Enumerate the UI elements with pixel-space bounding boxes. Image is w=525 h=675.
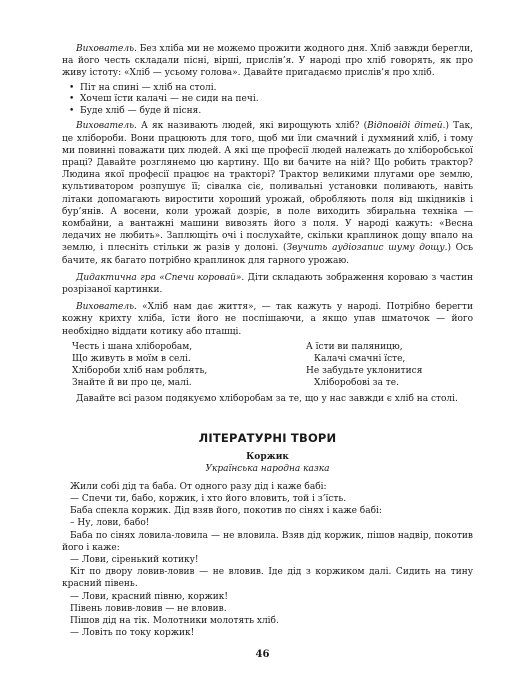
poem-line: А їсти ви паляницю, <box>306 341 403 352</box>
teacher-paragraph-2: Вихователь. А як називають людей, які вирощують хліб? (Відповіді дітей.) Так, це хлібороби. Вони працюють для того, щоб ми їли смачний і духмяний хліб, і тому ми повинні поважати цих людей. А які ще професії людей належать до хліборобської праці? Давайте розглянемо цю картину. Що ви бачите на ній? Що робить трактор? Людина якої професії працює на тракторі? Трактор великими плугами оре землю, культиватором розпушує її; сівалка сіє, поливальні установки поливають, навіть літаки допомагають виростити хороший урожай, обробляють поля від шкідників і бур’янів. А восени, коли урожай дозріє, в поле виходить збиральна техніка — комбайни, а вантажні машини вивозять його з поля. У народі кажуть: «Весна ледачих не любить». Заплющіть очі і послухайте, скільки краплинок дощу впало на землю, і плесніть стільки ж разів у долоні. (Звучить аудіозапис шуму дощу.) Ось бачите, як багато потрібно краплинок для гарного урожаю. <box>62 121 473 266</box>
poem <box>62 341 473 390</box>
story-line: — Лови, красний півню, коржик! <box>70 591 229 602</box>
thanks-paragraph: Давайте всі разом подякуємо хліборобам за те, що у нас завжди є хліб на столі. <box>76 393 458 404</box>
speaker-label: Вихователь. <box>76 302 137 313</box>
story-line: — Ловіть по току коржик! <box>70 628 195 639</box>
story-line: — Лови, сіренький котику! <box>70 555 199 566</box>
game-paragraph: Дидактична гра «Спечи коровай». Діти складають зображення короваю з частин розрізаної картинки. <box>62 272 473 296</box>
poem-column-left <box>62 341 306 390</box>
bullet-icon: • <box>69 94 75 105</box>
poem-line: Хліборобові за те. <box>314 378 399 389</box>
list-item: • Хочеш їсти калачі — не сиди на печі. <box>69 94 259 105</box>
story-line: – Ну, лови, бабо! <box>70 518 150 529</box>
bullet-icon: • <box>69 105 75 116</box>
story-line: Баба по сінях ловила-ловила — не вловила. Взяв дід коржик, пішов надвір, покотив його і каже: <box>62 530 473 553</box>
intro-paragraph <box>62 43 473 80</box>
poem-line: Калачі смачні їсте, <box>314 354 406 365</box>
game-label: Дидактична гра «Спечи коровай». <box>76 272 245 283</box>
teacher-paragraph-3: Вихователь. «Хліб нам дає життя», — так кажуть у народі. Потрібно берегти кожну крихту хліба, їсти його не поспішаючи, а якщо упав шматочок — його необхідно віддати котику або пташці. <box>62 302 473 337</box>
story-title: Коржик <box>246 451 289 462</box>
story-line: Кіт по двору ловив-ловив — не вловив. Іде дід з коржиком далі. Сидить на тину красний півень. <box>62 567 473 590</box>
page-content <box>62 43 473 640</box>
poem-line: Що живуть в моїм в селі. <box>72 354 191 365</box>
section-title: ЛІТЕРАТУРНІ ТВОРИ <box>198 430 337 445</box>
story-line: Півень ловив-ловив — не вловив. <box>70 603 227 614</box>
poem-line: Знайте й ви про це, малі. <box>72 378 192 389</box>
bullet-icon: • <box>69 82 75 93</box>
list-item: • Буде хліб — буде й пісня. <box>69 105 202 116</box>
proverb-list <box>62 83 473 118</box>
poem-line: Хлібороби хліб нам роблять, <box>72 366 208 377</box>
paragraph-text: Без хліба ми не можемо прожити жодного дня. Хліб завжди берегли, на його честь складали пісні, вірші, прислів’я. У народі про хліб говорять, як про живу істоту: «Хліб — усьому голова». Давайте пригадаємо прислів’я про хліб. <box>62 44 473 79</box>
speaker-label: Вихователь. <box>76 121 137 132</box>
speaker-label: Вихователь. <box>76 44 137 54</box>
story-line: Жили собі дід та баба. От одного разу дід і каже бабі: <box>70 481 327 492</box>
poem-line: Честь і шана хліборобам, <box>72 341 193 352</box>
story-line: — Спечи ти, бабо, коржик, і хто його вловить, той і з’їсть. <box>70 494 347 505</box>
story-subtitle: Українська народна казка <box>205 463 330 474</box>
list-item: • Піт на спині — хліб на столі. <box>69 82 217 93</box>
story-line: Пішов дід на тік. Молотники молотять хліб. <box>70 616 279 627</box>
poem-column-right <box>306 341 473 390</box>
story-line: Баба спекла коржик. Дід взяв його, покотив по сінях і каже бабі: <box>70 506 382 517</box>
poem-line: Не забудьте уклонитися <box>306 366 423 377</box>
story-text <box>62 481 473 640</box>
page-number: 46 <box>255 649 270 660</box>
